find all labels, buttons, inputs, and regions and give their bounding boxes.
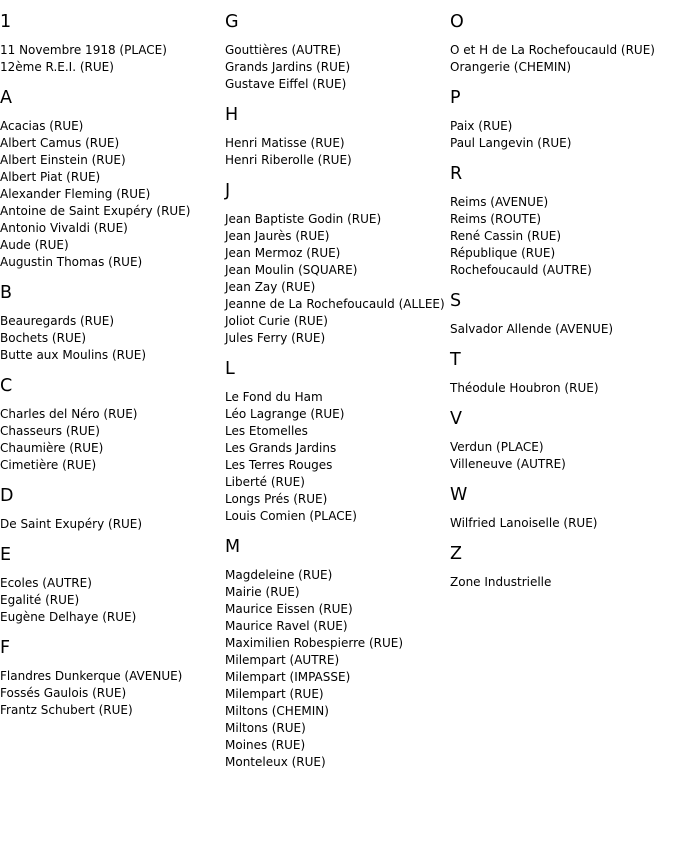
street-name: Jean Mermoz (RUE): [225, 246, 341, 260]
street-name: O et H de La Rochefoucauld (RUE): [450, 43, 655, 57]
letter-group: [450, 279, 675, 338]
street-list: [225, 135, 450, 169]
street-list: [0, 118, 225, 271]
letter-group: [225, 93, 450, 169]
letter-group: [0, 76, 225, 271]
street-name: Albert Einstein (RUE): [0, 153, 126, 167]
street-name: Jean Jaurès (RUE): [225, 229, 330, 243]
letter-heading: T: [450, 350, 461, 370]
letter-heading: V: [450, 409, 462, 429]
street-name: Augustin Thomas (RUE): [0, 255, 143, 269]
street-name: Le Fond du Ham: [225, 390, 323, 404]
street-name: Milempart (IMPASSE): [225, 670, 351, 684]
street-name: Jean Moulin (SQUARE): [225, 263, 358, 277]
letter-heading: R: [450, 164, 463, 184]
street-name: Bochets (RUE): [0, 331, 86, 345]
street-name: Jules Ferry (RUE): [225, 331, 326, 345]
street-name: Maurice Ravel (RUE): [225, 619, 348, 633]
street-name: Maximilien Robespierre (RUE): [225, 636, 404, 650]
street-name: Salvador Allende (AVENUE): [450, 322, 614, 336]
street-name: Paul Langevin (RUE): [450, 136, 572, 150]
street-name: Gustave Eiffel (RUE): [225, 77, 347, 91]
street-name: Milempart (RUE): [225, 687, 324, 701]
letter-heading: J: [225, 181, 231, 201]
street-list: [225, 42, 450, 93]
street-name: Les Grands Jardins: [225, 441, 337, 455]
letter-group: [450, 532, 675, 591]
street-name: Verdun (PLACE): [450, 440, 544, 454]
street-name: Moines (RUE): [225, 738, 306, 752]
letter-heading: E: [0, 545, 12, 565]
letter-group: [225, 525, 450, 771]
letter-group: [225, 347, 450, 525]
street-list: [0, 516, 225, 533]
index-column-2: [225, 0, 450, 771]
street-name: Mairie (RUE): [225, 585, 300, 599]
street-name: Maurice Eissen (RUE): [225, 602, 353, 616]
street-name: Alexander Fleming (RUE): [0, 187, 151, 201]
street-list: [0, 42, 225, 76]
letter-heading: G: [225, 12, 239, 32]
letter-group: [450, 0, 675, 76]
letter-group: [225, 169, 450, 347]
street-name: Les Terres Rouges: [225, 458, 333, 472]
street-name: Miltons (RUE): [225, 721, 306, 735]
street-name: Cimetière (RUE): [0, 458, 97, 472]
street-name: Orangerie (CHEMIN): [450, 60, 572, 74]
street-name: Butte aux Moulins (RUE): [0, 348, 147, 362]
letter-heading: A: [0, 88, 12, 108]
street-list: [450, 515, 675, 532]
street-name: René Cassin (RUE): [450, 229, 562, 243]
letter-heading: H: [225, 105, 239, 125]
letter-heading: B: [0, 283, 13, 303]
street-list: [225, 567, 450, 771]
street-list: [450, 321, 675, 338]
street-name: Wilfried Lanoiselle (RUE): [450, 516, 598, 530]
letter-group: [450, 76, 675, 152]
letter-heading: P: [450, 88, 461, 108]
street-name: Beauregards (RUE): [0, 314, 115, 328]
letter-heading: O: [450, 12, 464, 32]
street-name: Villeneuve (AUTRE): [450, 457, 566, 471]
letter-heading: Z: [450, 544, 462, 564]
street-name: Miltons (CHEMIN): [225, 704, 329, 718]
street-name: Flandres Dunkerque (AVENUE): [0, 669, 183, 683]
street-list: [450, 118, 675, 152]
street-name: Jeanne de La Rochefoucauld (ALLEE): [225, 297, 445, 311]
street-name: Léo Lagrange (RUE): [225, 407, 345, 421]
street-name: Antoine de Saint Exupéry (RUE): [0, 204, 191, 218]
street-name: Zone Industrielle: [450, 575, 552, 589]
street-name: Liberté (RUE): [225, 475, 305, 489]
letter-group: [450, 338, 675, 397]
street-list: [450, 574, 675, 591]
letter-group: [0, 364, 225, 474]
street-name: Joliot Curie (RUE): [225, 314, 328, 328]
street-name: 11 Novembre 1918 (PLACE): [0, 43, 167, 57]
street-list: [0, 313, 225, 364]
street-name: Jean Baptiste Godin (RUE): [225, 212, 382, 226]
street-list: [450, 42, 675, 76]
street-list: [0, 668, 225, 719]
street-name: Reims (ROUTE): [450, 212, 542, 226]
street-name: République (RUE): [450, 246, 556, 260]
street-name: Aude (RUE): [0, 238, 69, 252]
street-name: Antonio Vivaldi (RUE): [0, 221, 128, 235]
street-list: [450, 439, 675, 473]
street-list: [450, 380, 675, 397]
letter-heading: F: [0, 638, 11, 658]
letter-group: [225, 0, 450, 93]
letter-heading: L: [225, 359, 235, 379]
street-name: Rochefoucauld (AUTRE): [450, 263, 592, 277]
letter-group: [450, 397, 675, 473]
letter-group: [0, 0, 225, 76]
street-list: [0, 406, 225, 474]
letter-heading: C: [0, 376, 13, 396]
letter-group: [0, 271, 225, 364]
street-name: Eugène Delhaye (RUE): [0, 610, 137, 624]
street-name: Acacias (RUE): [0, 119, 84, 133]
street-name: Egalité (RUE): [0, 593, 80, 607]
index-column-3: [450, 0, 675, 591]
street-name: Henri Matisse (RUE): [225, 136, 345, 150]
letter-heading: 1: [0, 12, 12, 32]
street-name: Longs Prés (RUE): [225, 492, 328, 506]
letter-heading: M: [225, 537, 241, 557]
street-name: Fossés Gaulois (RUE): [0, 686, 127, 700]
street-list: [225, 211, 450, 347]
street-name: Gouttières (AUTRE): [225, 43, 342, 57]
street-name: Théodule Houbron (RUE): [450, 381, 599, 395]
street-name: Henri Riberolle (RUE): [225, 153, 352, 167]
street-name: Chasseurs (RUE): [0, 424, 100, 438]
street-name: Albert Piat (RUE): [0, 170, 101, 184]
street-name: Paix (RUE): [450, 119, 513, 133]
street-name: Louis Comien (PLACE): [225, 509, 357, 523]
street-name: Frantz Schubert (RUE): [0, 703, 133, 717]
street-name: Charles del Néro (RUE): [0, 407, 138, 421]
street-list: [225, 389, 450, 525]
letter-heading: S: [450, 291, 462, 311]
letter-group: [0, 533, 225, 626]
street-name: Chaumière (RUE): [0, 441, 104, 455]
street-name: Reims (AVENUE): [450, 195, 549, 209]
street-name: Grands Jardins (RUE): [225, 60, 351, 74]
letter-group: [0, 626, 225, 719]
street-name: Monteleux (RUE): [225, 755, 326, 769]
street-name: Les Etomelles: [225, 424, 308, 438]
street-list: [450, 194, 675, 279]
letter-heading: W: [450, 485, 468, 505]
street-name: Ecoles (AUTRE): [0, 576, 92, 590]
letter-heading: D: [0, 486, 14, 506]
street-name: 12ème R.E.I. (RUE): [0, 60, 114, 74]
letter-group: [0, 474, 225, 533]
index-column-1: [0, 0, 225, 719]
street-name: Albert Camus (RUE): [0, 136, 120, 150]
street-name: Jean Zay (RUE): [225, 280, 316, 294]
street-name: Milempart (AUTRE): [225, 653, 340, 667]
street-name: Magdeleine (RUE): [225, 568, 333, 582]
street-name: De Saint Exupéry (RUE): [0, 517, 143, 531]
street-list: [0, 575, 225, 626]
letter-group: [450, 473, 675, 532]
letter-group: [450, 152, 675, 279]
